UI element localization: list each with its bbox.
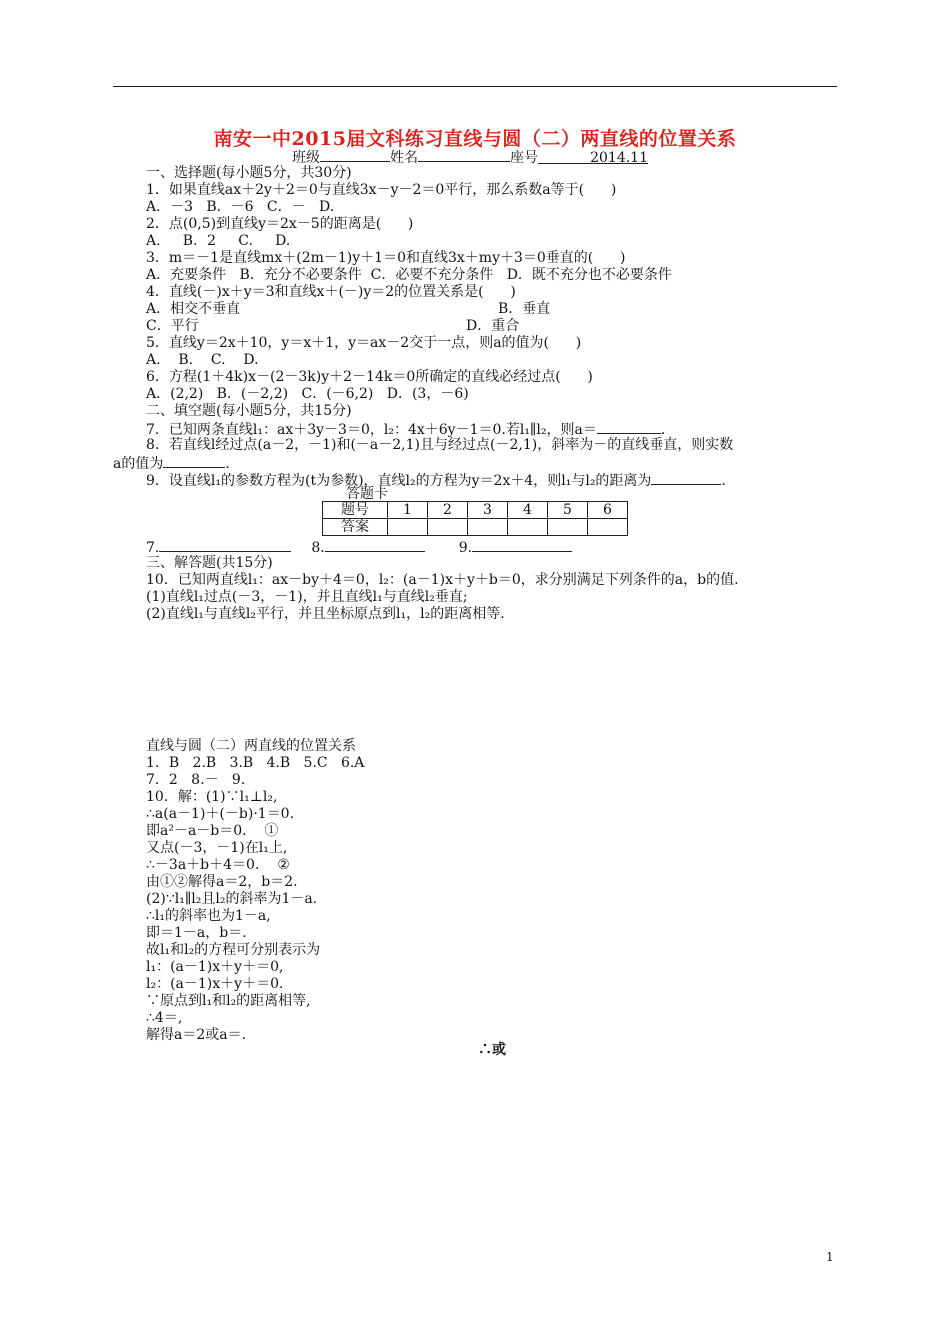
question-9-blank[interactable] [651,471,721,485]
question-8-line-1: 8．若直线l经过点(a－2，－1)和(－a－2,1)且与经过点(－2,1)，斜率为－的直线垂直，则实数 [146,437,734,453]
question-5: 5．直线y＝2x＋10，y＝x＋1，y＝ax－2交于一点，则a的值为( ) [146,335,582,351]
solution-step: ∵原点到l₁和l₂的距离相等, [146,993,311,1009]
question-2: 2．点(0,5)到直线y＝2x－5的距离是( ) [146,216,414,232]
question-10: 10．已知两直线l₁：ax－by＋4＝0，l₂：(a－1)x＋y＋b＝0，求分别满足下列条件的a，b的值. [146,572,739,588]
question-4-option-a: A．相交不垂直 [146,301,241,317]
question-8-line-2: a的值为 . [113,456,230,472]
solution-step: 由①②解得a＝2，b＝2. [146,874,298,890]
question-1: 1．如果直线ax＋2y＋2＝0与直线3x－y－2＝0平行，那么系数a等于( ) [146,182,617,198]
answer-card-cell[interactable] [388,519,428,536]
question-3: 3．m＝－1是直线mx＋(2m－1)y＋1＝0和直线3x＋my＋3＝0垂直的( ) [146,250,626,266]
question-4: 4．直线(－)x＋y＝3和直线x＋(－)y＝2的位置关系是( ) [146,284,516,300]
answer-card-table [322,501,628,536]
question-10-part-1: (1)直线l₁过点(－3，－1)，并且直线l₁与直线l₂垂直; [146,589,468,605]
class-label: 班级 [292,150,320,166]
fill-blank-8[interactable] [325,538,425,552]
question-10-part-2: (2)直线l₁与直线l₂平行，并且坐标原点到l₁，l₂的距离相等. [146,606,505,622]
fill-label-8: 8. [311,540,325,556]
question-8-text: a的值为 [113,456,164,472]
solution-step: l₁：(a－1)x＋y＋＝0, [146,959,284,975]
solution-step: ∴l₁的斜率也为1－a, [146,908,271,924]
answers-heading: 直线与圆（二）两直线的位置关系 [146,738,356,754]
question-9: 9．设直线l₁的参数方程为(t为参数)，直线l₂的方程为y＝2x＋4，则l₁与l₂的距离为 . [146,473,726,489]
question-7-text: 7．已知两条直线l₁：ax＋3y－3＝0，l₂：4x＋6y－1＝0.若l₁∥l₂，则a＝ [146,422,597,438]
answer-card-cell[interactable] [468,519,508,536]
fill-label-7: 7. [146,540,160,556]
question-7: 7．已知两条直线l₁：ax＋3y－3＝0，l₂：4x＋6y－1＝0.若l₁∥l₂，则a＝ . [146,422,666,438]
question-4-option-c: C．平行 [146,318,199,334]
answer-card-number: 4 [508,502,548,519]
solution-step: ∴4＝, [146,1010,183,1026]
solution-step: ∴－3a＋b＋4＝0. ② [146,857,290,873]
answer-card-number: 1 [388,502,428,519]
answer-card-number: 5 [548,502,588,519]
name-label: 姓名 [390,150,418,166]
answer-card-row2-header: 答案 [323,519,388,536]
question-6-options: A．(2,2) B．(－2,2) C．(－6,2) D．(3，－6) [146,386,469,402]
question-1-options: A．－3 B．－6 C．－ D. [146,199,335,215]
header-rule [113,86,837,87]
solution-step: ∴a(a－1)＋(－b)·1＝0. [146,806,295,822]
question-9-text: 9．设直线l₁的参数方程为(t为参数)，直线l₂的方程为y＝2x＋4，则l₁与l₂的距离为 [146,473,652,489]
question-4-option-d: D．重合 [466,318,520,334]
question-6: 6．方程(1＋4k)x－(2－3k)y＋2－14k＝0所确定的直线必经过点( ) [146,369,593,385]
page-number: 1 [826,1250,834,1264]
answer-card-number: 6 [588,502,628,519]
section-solve-heading: 三、解答题(共15分) [146,555,273,571]
name-blank[interactable] [418,148,510,162]
answer-card-cell[interactable] [588,519,628,536]
question-5-options: A. B. C. D. [146,352,259,368]
date-field[interactable] [538,150,648,164]
class-blank[interactable] [320,148,390,162]
question-8-blank[interactable] [163,454,225,468]
answers-fill: 7．2 8.－ 9. [146,772,246,788]
solution-step: 又点(－3，－1)在l₁上, [146,840,288,856]
section-fill-heading: 二、填空题(每小题5分，共15分) [146,403,352,419]
solution-step: (2)∵l₁∥l₂且l₂的斜率为1－a. [146,891,318,907]
question-7-blank[interactable] [597,420,661,434]
question-4-option-b: B．垂直 [498,301,551,317]
solution-step: 解得a＝2或a＝. [146,1027,247,1043]
solution-step: 故l₁和l₂的方程可分别表示为 [146,942,321,958]
solution-step: 10．解：(1)∵l₁⊥l₂, [146,789,278,805]
question-3-options: A．充要条件 B．充分不必要条件 C．必要不充分条件 D．既不充分也不必要条件 [146,267,672,283]
section-choice-heading: 一、选择题(每小题5分，共30分) [146,165,352,181]
answer-card-number: 2 [428,502,468,519]
fill-blank-7[interactable] [159,538,291,552]
fill-label-9: 9. [458,540,473,556]
solution-step: l₂：(a－1)x＋y＋＝0. [146,976,284,992]
answer-card-cell[interactable] [508,519,548,536]
answer-card-answer-row [323,519,628,536]
fill-blank-9[interactable] [472,538,572,552]
answers-choice: 1．B 2.B 3.B 4.B 5.C 6.A [146,755,365,771]
answer-card-cell[interactable] [428,519,468,536]
answer-card-row1-header: 题号 [323,502,388,519]
date-text: 2014.11 [590,150,648,166]
solution-final: ∴或 [478,1042,506,1058]
answer-card-cell[interactable] [548,519,588,536]
question-2-options: A. B．2 C. D. [146,233,291,249]
answer-card-number: 3 [468,502,508,519]
solution-step: 即a²－a－b＝0. ① [146,823,279,839]
solution-step: 即＝1－a，b＝. [146,925,247,941]
answer-card-caption: 答题卡 [346,486,388,502]
page-title: 南安一中2015届文科练习直线与圆（二）两直线的位置关系 [213,128,737,150]
answer-card-number-row [323,502,628,519]
seat-label: 座号 [510,150,538,166]
